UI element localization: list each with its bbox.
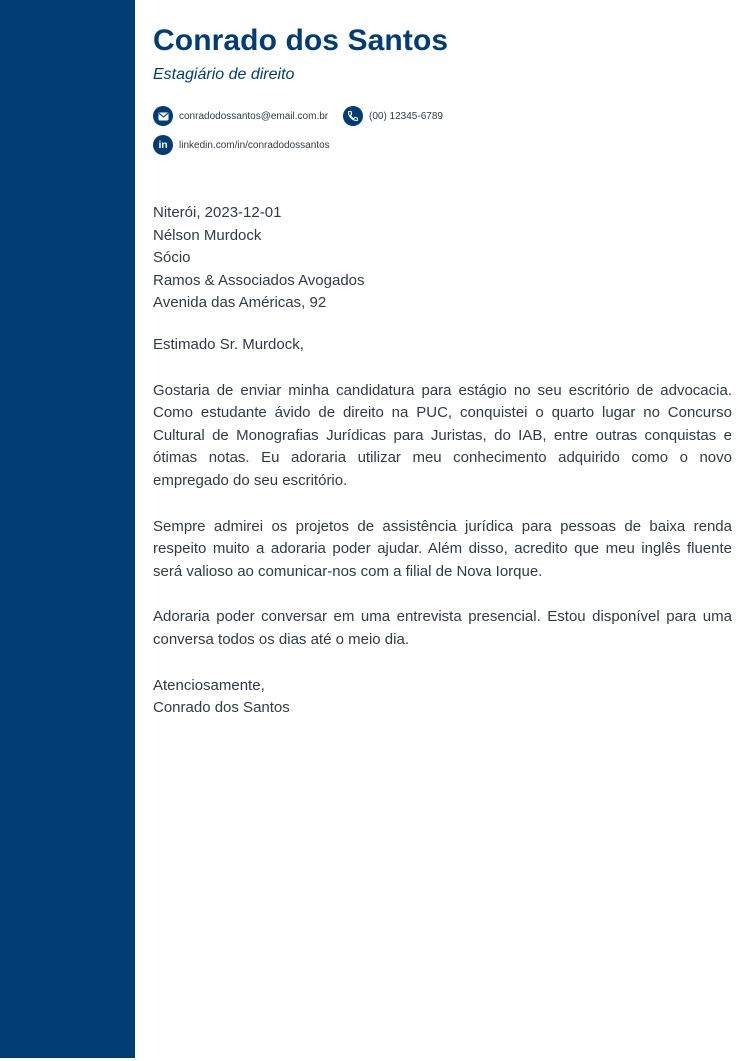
envelope-icon [153,106,173,126]
contact-phone[interactable] [343,106,443,126]
signoff-block [153,675,732,720]
signature: Conrado dos Santos [153,699,290,717]
email-text: conradodossantos@email.com.br [179,110,329,122]
place-date: Niterói, 2023-12-01 [153,204,282,221]
sidebar-accent-band [0,0,135,1058]
recipient-company: Ramos & Associados Avogados [153,271,365,289]
recipient-role: Sócio [153,249,191,267]
applicant-job-title: Estagiário de direito [153,66,295,83]
linkedin-icon [153,135,173,155]
greeting: Estimado Sr. Murdock, [153,335,304,353]
contact-linkedin[interactable] [153,135,330,155]
recipient-address: Avenida das Américas, 92 [153,294,327,312]
letter-body [153,202,732,720]
phone-text: (00) 12345-6789 [369,110,443,122]
applicant-name: Conrado dos Santos [153,24,449,57]
closing: Atenciosamente, [153,676,265,694]
paragraph-1: Gostaria de enviar minha candidatura para estágio no seu escritório de advocacia. Como estudante ávido de direito na PUC, conquistei o quarto lugar no Concurso Cultural de Monografias Jurídicas para Juristas, do IAB, entre outras conquistas e ótimas notas. Eu adoraria utilizar meu conhecimento adquirido como o novo empregado do seu escritório. [153,381,732,489]
contact-email[interactable] [153,106,328,126]
linkedin-glyph: in [158,138,168,151]
paragraph-2: Sempre admirei os projetos de assistência jurídica para pessoas de baixa renda respeito muito a adoraria poder ajudar. Além disso, acredito que meu inglês fluente será valioso ao comunicar-nos com a filial de Nova Iorque. [153,517,732,580]
recipient-name: Nélson Murdock [153,226,262,244]
recipient-block [153,202,732,315]
phone-icon [343,106,363,126]
paragraph-3: Adoraria poder conversar em uma entrevista presencial. Estou disponível para uma conversa todos os dias até o meio dia. [153,608,732,648]
linkedin-text: linkedin.com/in/conradodossantos [179,139,330,151]
